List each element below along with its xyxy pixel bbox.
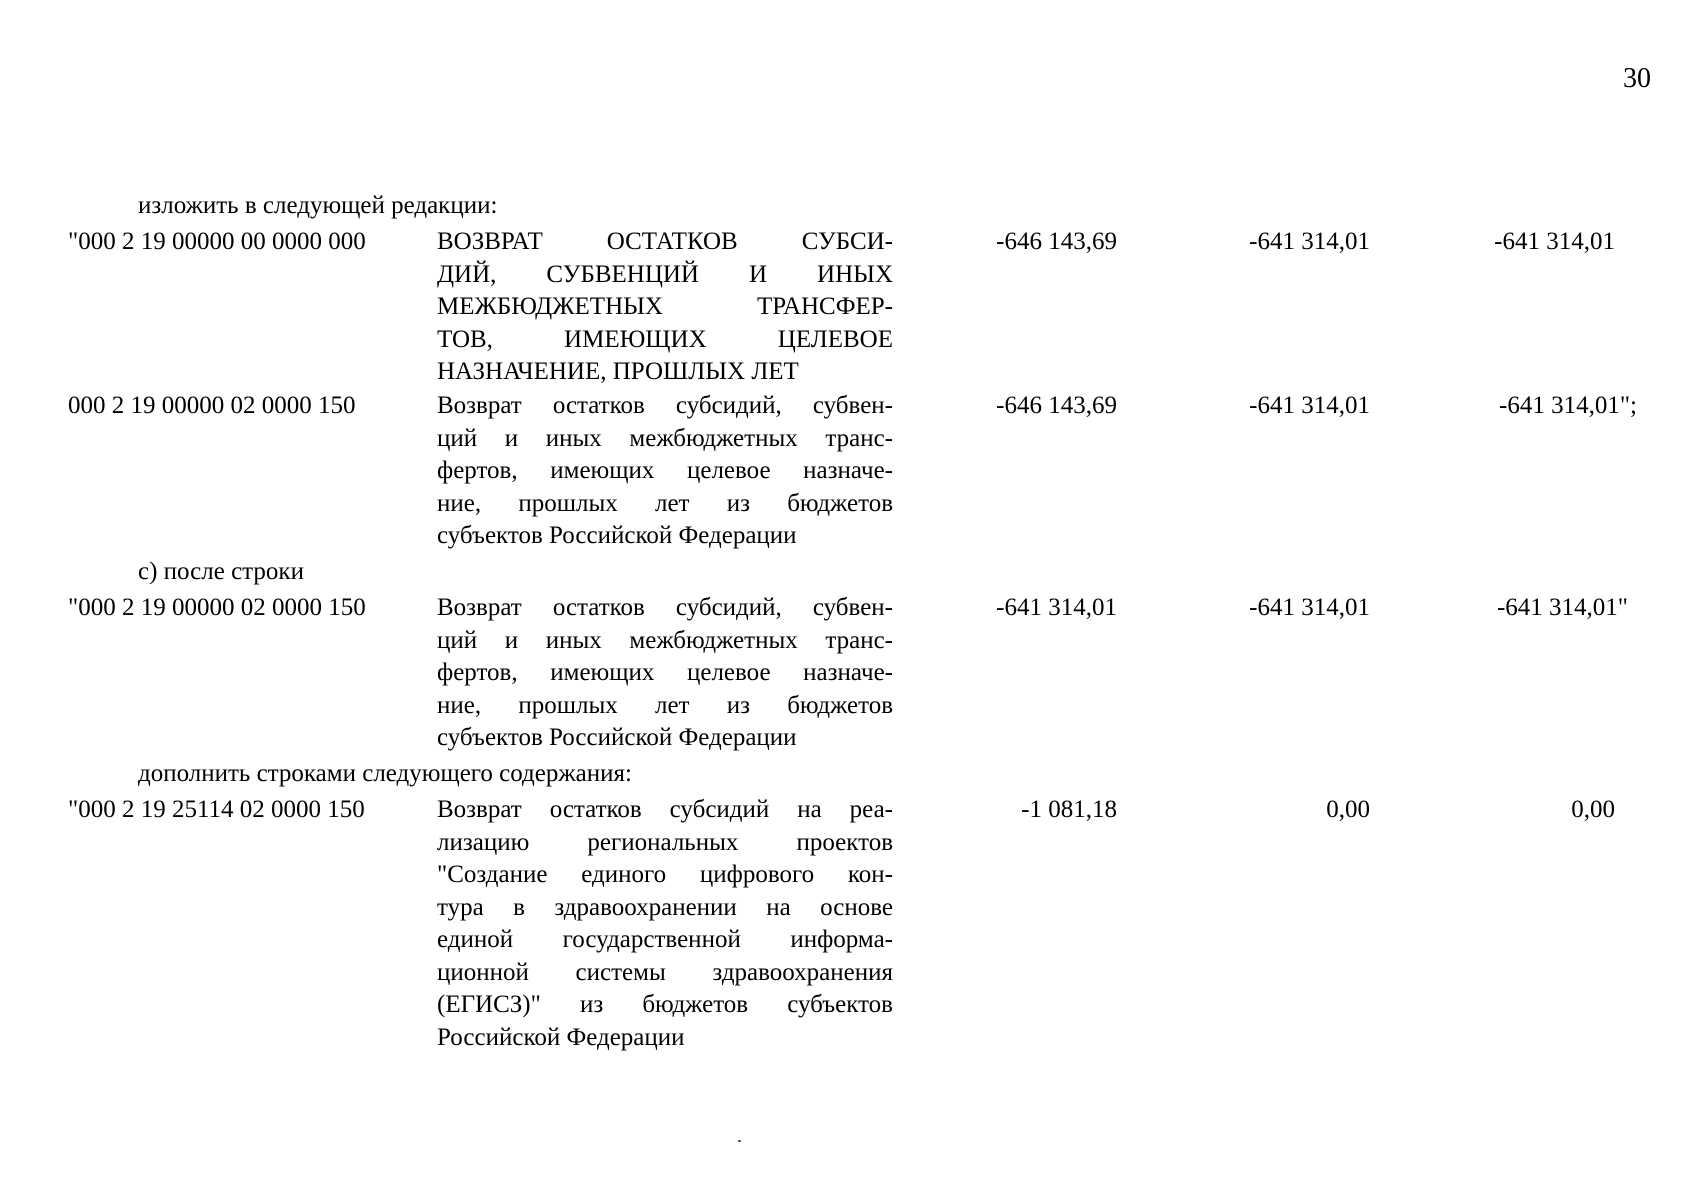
amount-year-3: -641 314,01 bbox=[1494, 228, 1615, 255]
budget-code: "000 2 19 25114 02 0000 150 bbox=[68, 796, 365, 823]
amount-year-2: -641 314,01 bbox=[1249, 594, 1370, 621]
amount-year-3: -641 314,01" bbox=[1496, 594, 1628, 621]
budget-item-name: Возврат остатков субсидий, субвен- ций и иных межбюджетных транс- фертов, имеющих целевое назначе- ние, прошлых лет из бюджетов субъектов Российской Федерации bbox=[437, 594, 893, 751]
amount-year-1: -641 314,01 bbox=[996, 594, 1117, 621]
page-number: 30 bbox=[1623, 63, 1651, 94]
scan-speck bbox=[738, 1140, 741, 1142]
amount-year-1: -646 143,69 bbox=[996, 228, 1117, 255]
amount-year-2: -641 314,01 bbox=[1249, 228, 1370, 255]
amount-year-1: -646 143,69 bbox=[996, 392, 1117, 419]
budget-item-name: Возврат остатков субсидий, субвен- ций и иных межбюджетных транс- фертов, имеющих целевое назначе- ние, прошлых лет из бюджетов субъектов Российской Федерации bbox=[437, 392, 893, 549]
budget-code: 000 2 19 00000 02 0000 150 bbox=[68, 392, 356, 419]
amount-year-1: -1 081,18 bbox=[1021, 796, 1117, 823]
amount-year-3: -641 314,01"; bbox=[1499, 392, 1637, 419]
instruction-restate: изложить в следующей редакции: bbox=[138, 192, 498, 219]
amount-year-3: 0,00 bbox=[1571, 796, 1615, 823]
budget-code: "000 2 19 00000 02 0000 150 bbox=[68, 594, 366, 621]
instruction-after-line: с) после строки bbox=[138, 558, 304, 585]
budget-code: "000 2 19 00000 00 0000 000 bbox=[68, 228, 366, 255]
instruction-supplement: дополнить строками следующего содержания: bbox=[138, 760, 632, 787]
amount-year-2: -641 314,01 bbox=[1249, 392, 1370, 419]
budget-item-name: Возврат остатков субсидий на реа- лизацию региональных проектов "Создание единого цифрового кон- тура в здравоохранении на основе единой государственной информа- ционной системы здравоохранения (ЕГИСЗ)" из бюджетов субъектов Российской Федерации bbox=[437, 796, 893, 1051]
amount-year-2: 0,00 bbox=[1326, 796, 1370, 823]
budget-item-name: ВОЗВРАТ ОСТАТКОВ СУБСИ- ДИЙ, СУБВЕНЦИЙ И ИНЫХ МЕЖБЮДЖЕТНЫХ ТРАНСФЕР- ТОВ, ИМЕЮЩИХ ЦЕЛЕВОЕ НАЗНАЧЕНИЕ, ПРОШЛЫХ ЛЕТ bbox=[437, 228, 893, 385]
